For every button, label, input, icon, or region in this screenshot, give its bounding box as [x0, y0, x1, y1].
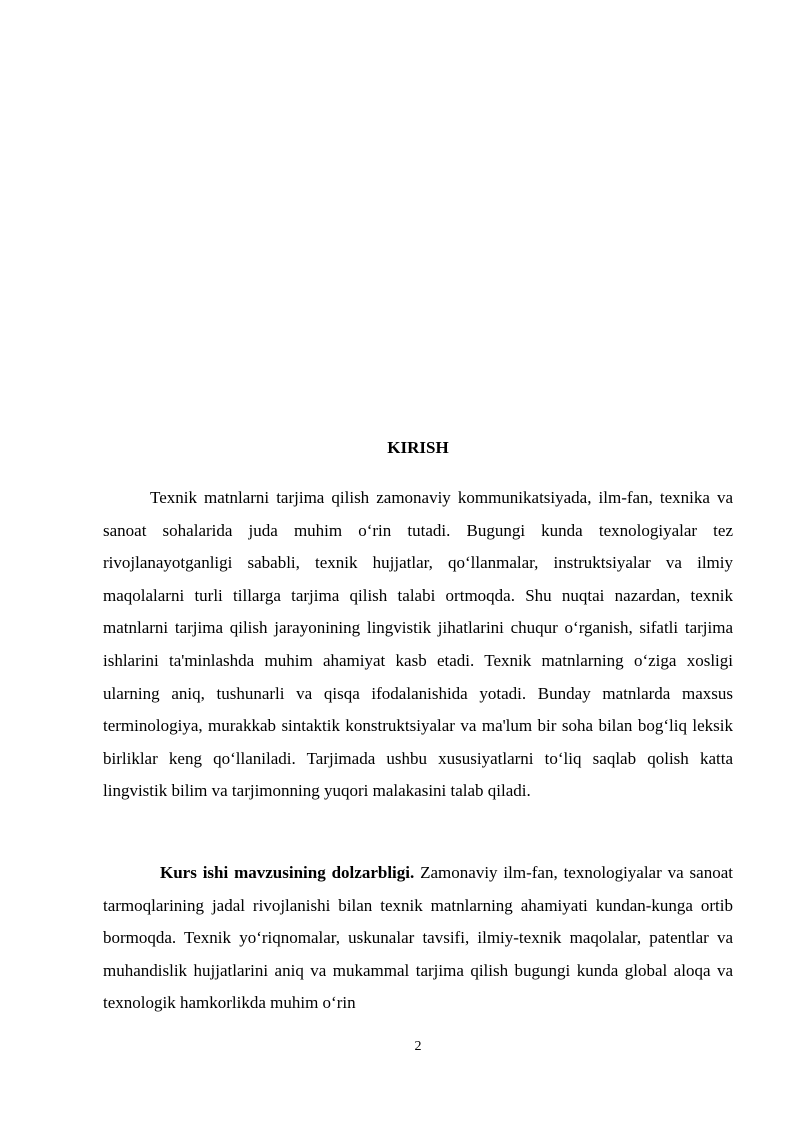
- page-number: 2: [414, 1039, 422, 1054]
- section-heading: KIRISH: [387, 438, 449, 457]
- relevance-body: Zamonaviy ilm-fan, texnologiyalar va sanoat tarmoqlarining jadal rivojlanishi bilan texnik matnlarning ahamiyati kundan-kunga ortib bormoqda. Texnik yo‘riqnomalar, uskunalar tavsifi, ilmiy-texnik maqolalar, patentlar va muhandislik hujjatlarini aniq va mukammal tarjima qilish bugungi kunda global aloqa va texnologik hamkorlikda muhim o‘rin: [103, 863, 733, 1013]
- relevance-lead: Kurs ishi mavzusining dolzarbligi.: [160, 863, 415, 882]
- relevance-paragraph: [103, 857, 733, 1020]
- intro-paragraph: Texnik matnlarni tarjima qilish zamonaviy kommunikatsiyada, ilm-fan, texnika va sanoat sohalarida juda muhim o‘rin tutadi. Bugungi kunda texnologiyalar tez rivojlanayotganligi sababli, texnik hujjatlar, qo‘llanmalar, instruktsiyalar va ilmiy maqolalarni turli tillarga tarjima qilish talabi ortmoqda. Shu nuqtai nazardan, texnik matnlarni tarjima qilish jarayonining lingvistik jihatlarini chuqur o‘rganish, sifatli tarjima ishlarini ta'minlashda muhim ahamiyat kasb etadi. Texnik matnlarning o‘ziga xosligi ularning aniq, tushunarli va qisqa ifodalanishida yotadi. Bunday matnlarda maxsus terminologiya, murakkab sintaktik konstruktsiyalar va ma'lum bir soha bilan bog‘liq leksik birliklar keng qo‘llaniladi. Tarjimada ushbu xususiyatlarni to‘liq saqlab qolish katta lingvistik bilim va tarjimonning yuqori malakasini talab qiladi.: [103, 488, 733, 801]
